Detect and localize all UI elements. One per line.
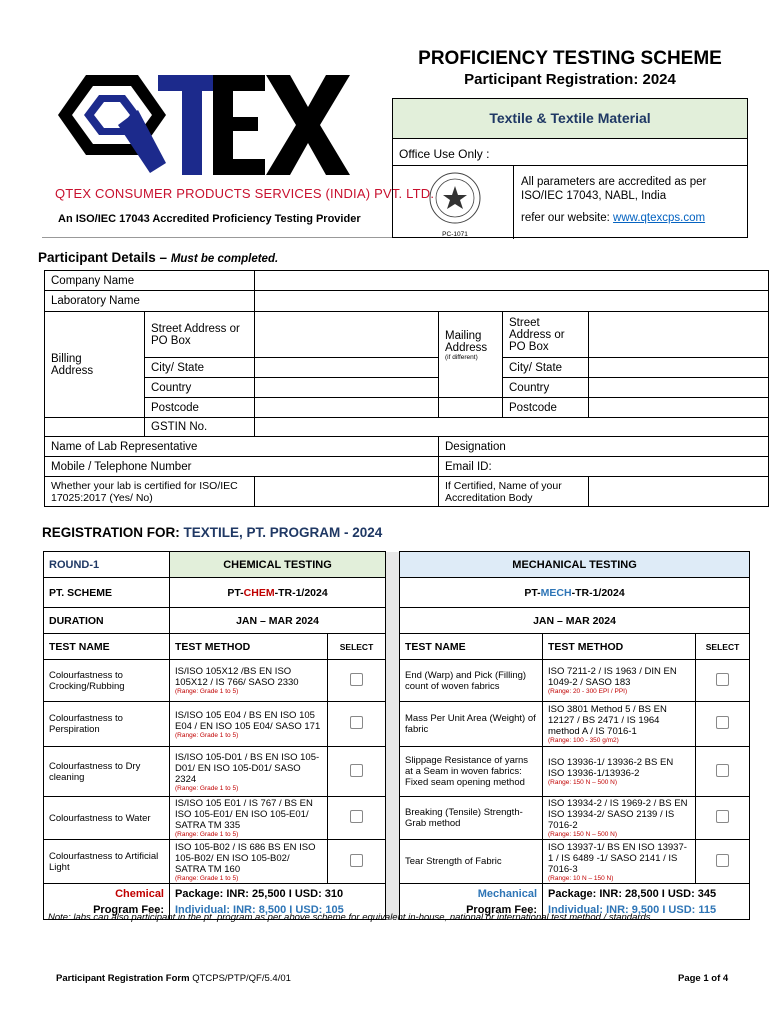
company-name-field[interactable] <box>255 271 769 291</box>
chem-range: (Range: Grade 1 to 5) <box>175 831 239 838</box>
test-row <box>44 660 750 702</box>
column-gap <box>386 660 400 702</box>
chem-test-name: Colourfastness to Artificial Light <box>44 840 170 884</box>
chem-test-method <box>170 747 328 797</box>
registration-table <box>43 551 750 920</box>
chem-test-name: Colourfastness to Dry cleaning <box>44 747 170 797</box>
billing-country-label: Country <box>145 378 255 398</box>
mailing-country-label: Country <box>503 378 589 398</box>
pt-scheme-label: PT. SCHEME <box>44 578 170 608</box>
box-divider-vertical <box>513 165 514 239</box>
mech-range: (Range: 100 - 350 g/m2) <box>548 737 619 744</box>
mech-test-method <box>543 747 696 797</box>
mech-test-name: Breaking (Tensile) Strength- Grab method <box>400 797 543 840</box>
mech-col-select: SELECT <box>696 634 750 660</box>
chem-col-test-name: TEST NAME <box>44 634 170 660</box>
chem-fee-label-1: Chemical <box>115 887 164 900</box>
chem-method-text: IS/ISO 105 E01 / IS 767 / BS EN ISO 105-E01/ EN ISO 105-E01/ SATRA TM 335 <box>175 798 313 831</box>
website-link[interactable]: www.qtexcps.com <box>613 212 706 224</box>
test-row <box>44 747 750 797</box>
chem-select-cell <box>328 702 386 747</box>
billing-postcode-field[interactable] <box>255 398 439 418</box>
accredited-provider-tagline: An ISO/IEC 17043 Accredited Proficiency Testing Provider <box>58 213 361 225</box>
chem-individual-fee: Individual: INR: 8,500 I USD: 105 <box>175 903 344 916</box>
chem-method-text: ISO 105-B02 / IS 686 BS EN ISO 105-B02/ EN ISO 105-B02/ SATRA TM 160 <box>175 841 316 875</box>
mech-test-name: Tear Strength of Fabric <box>400 840 543 884</box>
chem-range: (Range: Grade 1 to 5) <box>175 784 239 792</box>
mech-test-method <box>543 702 696 747</box>
participant-details-heading: Participant Details – <box>38 250 171 265</box>
chem-select-checkbox[interactable] <box>350 673 363 686</box>
accreditation-body-label: If Certified, Name of your Accreditation Body <box>439 477 589 507</box>
gstin-label: GSTIN No. <box>145 418 255 437</box>
chem-range: (Range: Grade 1 to 5) <box>175 731 239 739</box>
mailing-country-field[interactable] <box>589 378 769 398</box>
mech-test-name: End (Warp) and Pick (Filling) count of woven fabrics <box>400 660 543 702</box>
chem-test-name: Colourfastness to Crocking/Rubbing <box>44 660 170 702</box>
mech-scheme-suffix: -TR-1/2024 <box>571 586 625 599</box>
company-name-label: Company Name <box>45 271 255 291</box>
column-gap <box>386 797 400 840</box>
footer-page-number: Page 1 of 4 <box>678 973 729 984</box>
chem-col-test-method: TEST METHOD <box>170 634 328 660</box>
billing-label-1: Billing <box>51 352 82 365</box>
billing-address-label <box>45 312 145 418</box>
participant-details-title <box>38 250 278 265</box>
chem-select-cell <box>328 747 386 797</box>
chem-scheme-suffix: -TR-1/2024 <box>274 586 328 599</box>
mech-method-text: ISO 13936-1/ 13936-2 BS EN ISO 13936-1/13936-2 <box>548 757 674 779</box>
mech-select-checkbox[interactable] <box>716 810 729 823</box>
chem-scheme-code <box>170 578 386 608</box>
mech-test-method <box>543 660 696 702</box>
mech-select-checkbox[interactable] <box>716 673 729 686</box>
mech-individual-fee: Individual: INR: 9,500 I USD: 115 <box>548 903 717 916</box>
mailing-label-2: Address <box>445 342 488 354</box>
mailing-postcode-field[interactable] <box>589 398 769 418</box>
mech-scheme-type: MECH <box>540 586 572 599</box>
mech-select-checkbox[interactable] <box>716 764 729 777</box>
chem-fee-label-2: Program Fee: <box>93 903 164 916</box>
chem-test-name: Colourfastness to Perspiration <box>44 702 170 747</box>
chem-duration: JAN – MAR 2024 <box>170 608 386 634</box>
chem-col-select: SELECT <box>328 634 386 660</box>
chem-test-name: Colourfastness to Water <box>44 797 170 840</box>
mech-test-method <box>543 840 696 884</box>
mailing-city-label: City/ State <box>503 358 589 378</box>
mech-range: (Range: 10 N – 150 N) <box>548 874 614 882</box>
chem-test-method <box>170 797 328 840</box>
mech-test-name: Slippage Resistance of yarns at a Seam in woven fabrics: Fixed seam opening method <box>400 747 543 797</box>
mailing-city-field[interactable] <box>589 358 769 378</box>
test-row <box>44 702 750 747</box>
footer-form-number: QTCPS/PTP/QF/5.4/01 <box>192 973 291 984</box>
mailing-blank-cell <box>439 398 503 418</box>
participant-details-note: Must be completed. <box>170 253 279 265</box>
gstin-blank-cell <box>45 418 145 437</box>
scheme-title: PROFICIENCY TESTING SCHEME <box>418 48 722 69</box>
lab-rep-label: Name of Lab Representative <box>45 437 439 457</box>
scheme-subtitle: Participant Registration: 2024 <box>464 71 676 88</box>
lab-name-label: Laboratory Name <box>45 291 255 312</box>
category-band: Textile & Textile Material <box>393 99 747 139</box>
duration-label: DURATION <box>44 608 170 634</box>
billing-country-field[interactable] <box>255 378 439 398</box>
billing-city-field[interactable] <box>255 358 439 378</box>
column-gap <box>386 840 400 884</box>
header-divider <box>42 237 392 238</box>
footer-form-label: Participant Registration Form <box>56 973 193 984</box>
chem-method-text: IS/ISO 105 E04 / BS EN ISO 105 E04 / EN ISO 105 E04/ SASO 171 <box>175 709 321 732</box>
billing-postcode-label: Postcode <box>145 398 255 418</box>
column-gap <box>386 552 400 578</box>
mech-duration: JAN – MAR 2024 <box>400 608 750 634</box>
mech-col-test-name: TEST NAME <box>400 634 543 660</box>
mech-select-cell <box>696 660 750 702</box>
chem-select-checkbox[interactable] <box>350 716 363 729</box>
website-prefix: refer our website: <box>521 212 614 224</box>
mech-select-checkbox[interactable] <box>716 854 729 867</box>
chem-select-cell <box>328 840 386 884</box>
chem-select-checkbox[interactable] <box>350 764 363 777</box>
column-gap <box>386 634 400 660</box>
mech-range: (Range: 150 N – 500 N) <box>548 779 618 786</box>
billing-street-field[interactable] <box>255 312 439 358</box>
gstin-field[interactable] <box>255 418 769 437</box>
mech-select-cell <box>696 840 750 884</box>
mechanical-testing-header: MECHANICAL TESTING <box>400 552 750 578</box>
mailing-postcode-label: Postcode <box>503 398 589 418</box>
mech-select-checkbox[interactable] <box>716 716 729 729</box>
billing-street-label: Street Address or PO Box <box>145 312 255 358</box>
mech-method-text: ISO 3801 Method 5 / BS EN 12127 / BS 2471 / IS 1964 method A / IS 7016-1 <box>548 704 667 737</box>
round-label: ROUND-1 <box>44 552 170 578</box>
participant-details-table <box>44 270 769 507</box>
mobile-label: Mobile / Telephone Number <box>45 457 439 477</box>
chem-method-text: IS/ISO 105X12 /BS EN ISO 105X12 / IS 766/ SASO 2330 <box>175 666 299 688</box>
box-divider <box>393 165 747 166</box>
mech-test-name: Mass Per Unit Area (Weight) of fabric <box>400 702 543 747</box>
test-row <box>44 797 750 840</box>
chem-package-fee: Package: INR: 25,500 I USD: 310 <box>175 887 344 900</box>
mech-select-cell <box>696 797 750 840</box>
registration-title-prefix: REGISTRATION FOR: <box>42 525 184 540</box>
chem-test-method <box>170 660 328 702</box>
mailing-label-1: Mailing <box>445 330 482 342</box>
chem-select-cell <box>328 660 386 702</box>
office-use-label: Office Use Only : <box>399 147 490 161</box>
chem-method-text: IS/ISO 105-D01 / BS EN ISO 105-D01/ EN ISO 105-D01/ SASO 2324 <box>175 751 320 785</box>
designation-label: Designation <box>439 437 769 457</box>
billing-city-label: City/ State <box>145 358 255 378</box>
mech-scheme-prefix: PT- <box>524 586 541 599</box>
mech-method-text: ISO 13934-2 / IS 1969-2 / BS EN ISO 13934-2/ SASO 2139 / IS 7016-2 <box>548 798 688 831</box>
nabl-seal-icon <box>424 169 486 239</box>
chem-test-method <box>170 702 328 747</box>
mech-method-text: ISO 13937-1/ BS EN ISO 13937-1 / IS 6489 -1/ SASO 2141 / IS 7016-3 <box>548 841 687 875</box>
seal-code: PC-1071 <box>442 231 468 238</box>
mech-fee-label-2: Program Fee: <box>466 903 538 916</box>
chem-select-checkbox[interactable] <box>350 810 363 823</box>
mech-col-test-method: TEST METHOD <box>543 634 696 660</box>
mech-fee-label-1: Mechanical <box>477 887 538 900</box>
mailing-address-label <box>439 312 503 398</box>
chem-test-method <box>170 840 328 884</box>
footer-form-code <box>56 973 291 984</box>
test-row <box>44 840 750 884</box>
billing-label-2: Address <box>51 364 94 377</box>
website-line <box>521 212 705 224</box>
registration-title <box>42 525 382 540</box>
mech-range: (Range: 20 - 300 EPI / PPI) <box>548 688 628 695</box>
column-gap <box>386 578 400 608</box>
mailing-street-label: Street Address or PO Box <box>503 312 589 358</box>
column-gap <box>386 608 400 634</box>
mech-select-cell <box>696 747 750 797</box>
accreditation-body-field[interactable] <box>589 477 769 507</box>
chem-range: (Range: Grade 1 to 5) <box>175 874 239 882</box>
column-gap <box>386 702 400 747</box>
mailing-note: (if different) <box>445 354 478 361</box>
chem-range: (Range: Grade 1 to 5) <box>175 688 239 695</box>
chem-scheme-prefix: PT- <box>227 586 244 599</box>
certified-label: Whether your lab is certified for ISO/IEC 17025:2017 (Yes/ No) <box>45 477 255 507</box>
email-label: Email ID: <box>439 457 769 477</box>
lab-name-field[interactable] <box>255 291 769 312</box>
accreditation-text: All parameters are accredited as per ISO/IEC 17043, NABL, India <box>521 176 707 202</box>
chem-scheme-type: CHEM <box>243 586 275 599</box>
qtex-logo <box>38 55 358 195</box>
footnote: Note: labs can also participant in the pt. program as per above scheme for equivalent in-house, national or international test method / standards. <box>48 912 654 923</box>
mailing-street-field[interactable] <box>589 312 769 358</box>
mech-test-method <box>543 797 696 840</box>
chem-select-checkbox[interactable] <box>350 854 363 867</box>
mech-method-text: ISO 7211-2 / IS 1963 / DIN EN 1049-2 / SASO 183 <box>548 666 677 688</box>
company-name: QTEX CONSUMER PRODUCTS SERVICES (INDIA) PVT. LTD. <box>55 186 435 201</box>
chemical-testing-header: CHEMICAL TESTING <box>170 552 386 578</box>
header-info-box <box>392 98 748 238</box>
certified-field[interactable] <box>255 477 439 507</box>
mech-range: (Range: 150 N – 500 N) <box>548 831 618 838</box>
mech-scheme-code <box>400 578 750 608</box>
mech-package-fee: Package: INR: 28,500 I USD: 345 <box>548 887 717 900</box>
mech-select-cell <box>696 702 750 747</box>
column-gap <box>386 747 400 797</box>
registration-title-program: TEXTILE, PT. PROGRAM - 2024 <box>183 525 383 540</box>
chem-select-cell <box>328 797 386 840</box>
